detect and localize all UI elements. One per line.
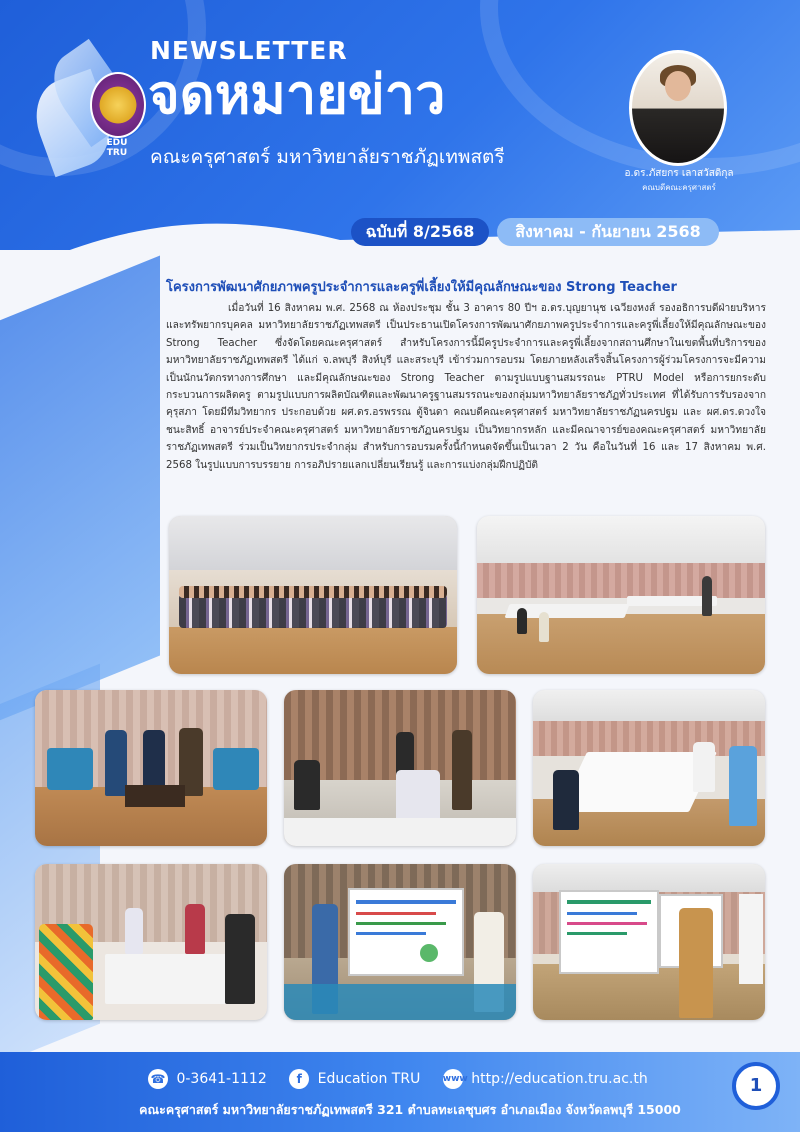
photo-poster-presentation	[284, 864, 516, 1020]
dean-portrait	[629, 50, 727, 166]
photo-group-stage	[169, 516, 457, 674]
article-body: เมื่อวันที่ 16 สิงหาคม พ.ศ. 2568 ณ ห้องประชุม ชั้น 3 อาคาร 80 ปีฯ อ.ดร.บุญยานุช เฉวียงหงส์ รองอธิการบดีฝ่ายบริหารและทรัพยากรบุคคล มหาวิทยาลัยราชภัฏเทพสตรี เป็นประธานเปิดโครงการพัฒนาศักยภาพครูประจำการและครูพี่เลี้ยงให้มีคุณลักษณะของ Strong Teacher ซึ่งจัดโดยคณะครุศาสตร์ สำหรับโครงการนี้มีครูประจำการและครูพี่เลี้ยงจากสถานศึกษาในเขตพื้นที่บริการของมหาวิทยาลัยราชภัฏเทพสตรี ได้แก่ จ.ลพบุรี สิงห์บุรี และสระบุรี เข้าร่วมการอบรม โดยภายหลังเสร็จสิ้นโครงการผู้ร่วมโครงการจะมีความเป็นนักนวัตกรทางการศึกษา และมีคุณลักษณะของ Strong Teacher ตามรูปแบบฐานสมรรถนะ PTRU Model หรือการยกระดับกระบวนการผลิตครู ตามรูปแบบการผลิตบัณฑิตและพัฒนาครูฐานสมรรถนะของกลุ่มมหาวิทยาลัยราชภัฏทั่วประเทศ ที่ได้รับการรับรองจากคุรุสภา โดยมีทีมวิทยากร ประกอบด้วย ผศ.ดร.อรพรรณ ตู้จินดา คณบดีคณะครุศาสตร์ มหาวิทยาลัยราชภัฏนครปฐม และ ผศ.ดร.ดวงใจ ชนะสิทธิ์ อาจารย์ประจำคณะครุศาสตร์ มหาวิทยาลัยราชภัฏนครปฐม เป็นวิทยากรหลัก และมีคณาจารย์ของคณะครุศาสตร์ มหาวิทยาลัยราชภัฏเทพสตรี ร่วมเป็นวิทยากรประจำกลุ่ม สำหรับการอบรมครั้งนี้กำหนดจัดขึ้นเป็นเวลา 2 วัน คือในวันที่ 16 และ 17 สิงหาคม พ.ศ. 2568 ในรูปแบบการบรรยาย การอภิปรายแลกเปลี่ยนเรียนรู้ และการแบ่งกลุ่มฝึกปฏิบัติ	[166, 303, 766, 471]
footer-facebook[interactable]: Education TRU	[317, 1071, 421, 1087]
footer-contact-row	[148, 1069, 652, 1089]
photo-guests-seated	[35, 690, 267, 846]
phone-icon: ☎	[148, 1069, 168, 1089]
newsletter-title: จดหมายข่าว	[148, 63, 446, 126]
page-number: 1	[732, 1062, 780, 1110]
faculty-subtitle: คณะครุศาสตร์ มหาวิทยาลัยราชภัฏเทพสตรี	[150, 146, 505, 168]
logo-text: EDU TRU	[106, 138, 128, 158]
photo-speaker-at-board	[533, 864, 765, 1020]
photo-participants-tables	[533, 690, 765, 846]
issue-period-badge: สิงหาคม - กันยายน 2568	[497, 218, 719, 246]
dean-title: คณบดีคณะครุศาสตร์	[642, 183, 716, 192]
footer-address: คณะครุศาสตร์ มหาวิทยาลัยราชภัฏเทพสตรี 321 ตำบลทะเลชุบศร อำเภอเมือง จังหวัดลพบุรี 15000	[139, 1102, 681, 1117]
dean-name: อ.ดร.ภัสยกร เลาสวัสดิกุล	[624, 168, 734, 179]
photo-speaker-lecture	[284, 690, 516, 846]
newsletter-label: NEWSLETTER	[150, 36, 348, 65]
photo-group-activity	[35, 864, 267, 1020]
photo-training-hall	[477, 516, 765, 674]
university-seal-logo	[90, 72, 146, 138]
footer-phone: 0-3641-1112	[176, 1071, 267, 1087]
article-title: โครงการพัฒนาศักยภาพครูประจำการและครูพี่เลี้ยงให้มีคุณลักษณะของ Strong Teacher	[166, 280, 677, 295]
footer-bar	[0, 1052, 800, 1132]
footer-website-link[interactable]: http://education.tru.ac.th	[471, 1071, 648, 1087]
portrait-face	[665, 71, 691, 101]
globe-icon: www	[443, 1069, 463, 1089]
issue-number-badge: ฉบับที่ 8/2568	[351, 218, 489, 246]
facebook-icon: f	[289, 1069, 309, 1089]
